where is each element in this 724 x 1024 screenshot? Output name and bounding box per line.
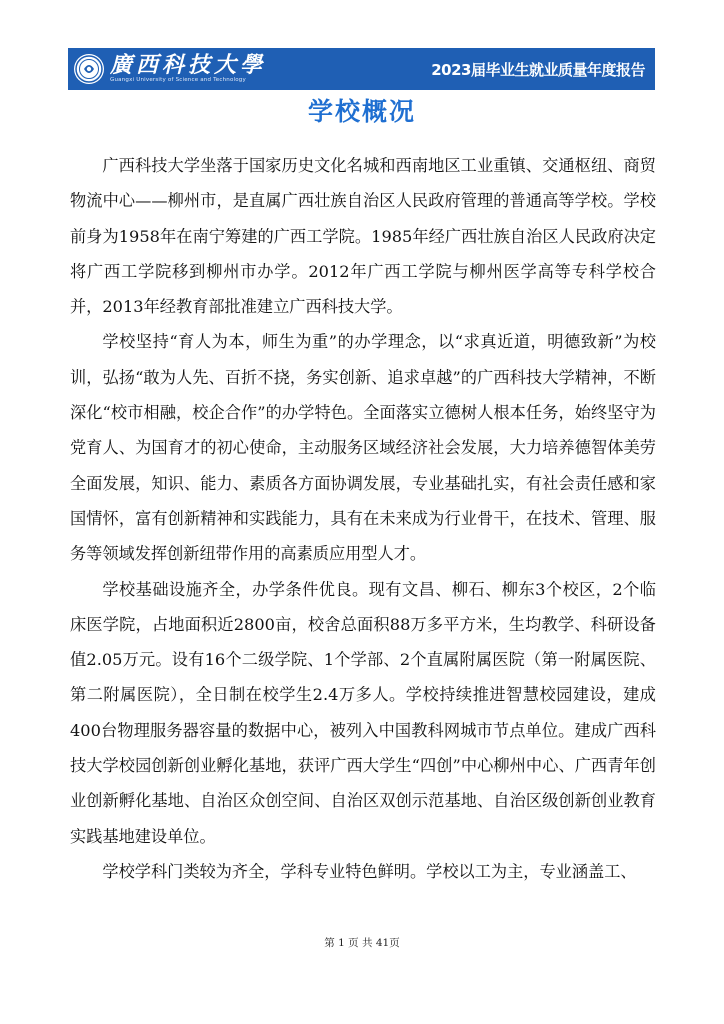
body-text <box>70 148 656 889</box>
university-seal-icon <box>74 54 104 84</box>
university-logo <box>110 54 266 84</box>
paragraph: 学校坚持“育人为本，师生为重”的办学理念，以“求真近道，明德致新”为校训，弘扬“敢为人先、百折不挠，务实创新、追求卓越”的广西科技大学精神，不断深化“校市相融，校企合作”的办学特色。全面落实立德树人根本任务，始终坚守为党育人、为国育才的初心使命，主动服务区域经济社会发展，大力培养德智体美劳全面发展，知识、能力、素质各方面协调发展，专业基础扎实，有社会责任感和家国情怀，富有创新精神和实践能力，具有在未来成为行业骨干，在技术、管理、服务等领域发挥创新纽带作用的高素质应用型人才。 <box>70 332 656 564</box>
section-title: 学校概况 <box>307 97 416 126</box>
logo-chinese-name: 廣西科技大學 <box>110 52 267 79</box>
paragraph: 广西科技大学坐落于国家历史文化名城和西南地区工业重镇、交通枢纽、商贸物流中心——柳州市，是直属广西壮族自治区人民政府管理的普通高等学校。学校前身为1958年在南宁筹建的广西工学院。1985年经广西壮族自治区人民政府决定将广西工学院移到柳州市办学。2012年广西工学院与柳州医学高等专科学校合并，2013年经教育部批准建立广西科技大学。 <box>70 156 656 317</box>
paragraph: 学校基础设施齐全，办学条件优良。现有文昌、柳石、柳东3个校区，2个临床医学院，占地面积近2800亩，校舍总面积88万多平方米，生均教学、科研设备值2.05万元。设有16个二级学院、1个学部、2个直属附属医院（第一附属医院、第二附属医院），全日制在校学生2.4万多人。学校持续推进智慧校园建设，建成400台物理服务器容量的数据中心，被列入中国教科网城市节点单位。建成广西科技大学校园创新创业孵化基地，获评广西大学生“四创”中心柳州中心、广西青年创业创新孵化基地、自治区众创空间、自治区双创示范基地、自治区级创新创业教育实践基地建设单位。 <box>70 579 656 846</box>
page-footer: 第 1 页 共 41页 <box>324 937 400 949</box>
header-bar <box>68 48 655 90</box>
logo-english-name: Guangxi University of Science and Technology <box>110 77 246 84</box>
paragraph: 学校学科门类较为齐全，学科专业特色鲜明。学校以工为主，专业涵盖工、 <box>102 861 637 881</box>
report-title: 2023届毕业生就业质量年度报告 <box>431 60 645 79</box>
